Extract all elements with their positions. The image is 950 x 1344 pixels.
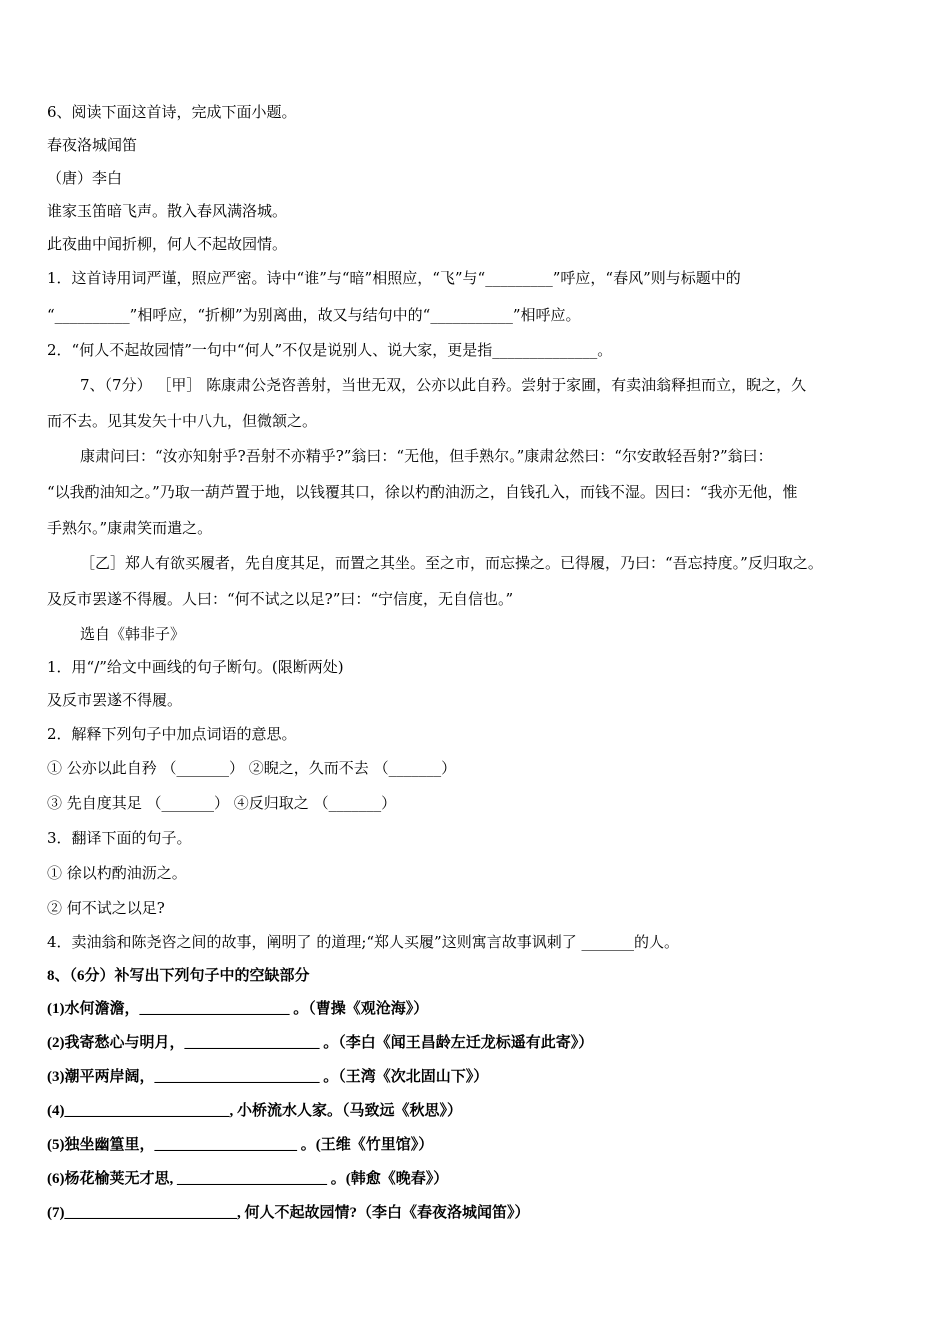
q7-sub3-item2: ② 何不试之以足? [47, 899, 165, 917]
q8-heading: 8、（6分）补写出下列句子中的空缺部分 [47, 968, 310, 984]
q8-item-6: (6)杨花榆荚无才思, ____________________ 。(韩愈《晚春》） [47, 1171, 449, 1187]
q8-item-3: (3)潮平两岸阔，______________________ 。（王湾《次北固山下》） [47, 1069, 489, 1085]
poem-title: 春夜洛城闻笛 [47, 136, 138, 154]
q7-sub4: 4．卖油翁和陈尧咨之间的故事，阐明了 的道理;“郑人买履”这则寓言故事讽刺了 _______的人。 [47, 933, 679, 951]
q7-para1-line1: 7、（7分） ［甲］ 陈康肃公尧咨善射，当世无双，公亦以此自矜。尝射于家圃，有卖油翁释担而立，睨之，久 [80, 376, 807, 394]
q6-heading: 6、阅读下面这首诗，完成下面小题。 [47, 103, 297, 121]
q8-item-4: (4)______________________, 小桥流水人家。（马致远《秋思》） [47, 1103, 462, 1119]
q7-sub3: 3．翻译下面的句子。 [47, 829, 192, 847]
q7-para1-line2: 而不去。见其发矢十中八九，但微颔之。 [47, 412, 318, 430]
q6-sub1-line2: “__________”相呼应，“折柳”为别离曲，故又与结句中的“___________”相呼应。 [47, 306, 581, 324]
q8-item-1: (1)水何澹澹，____________________ 。（曹操《观沧海》） [47, 1001, 429, 1017]
q8-item-5: (5)独坐幽篁里，___________________ 。(王维《竹里馆》） [47, 1137, 434, 1153]
poem-line-2: 此夜曲中闻折柳，何人不起故园情。 [47, 235, 288, 253]
q7-sub1: 1．用“/”给文中画线的句子断句。(限断两处) [47, 658, 344, 676]
q7-para2-line2: “以我酌油知之。”乃取一葫芦置于地，以钱覆其口，徐以杓酌油沥之，自钱孔入，而钱不湿。因曰：“我亦无他，惟 [47, 483, 798, 501]
q7-sub2-row2: ③ 先自度其足 （_______） ④反归取之 （_______） [47, 794, 397, 812]
q7-para3-line2: 及反市罢遂不得履。人曰：“何不试之以足?”曰：“宁信度，无自信也。” [47, 590, 514, 608]
q7-para2-line1: 康肃问曰：“汝亦知射乎?吾射不亦精乎?”翁曰：“无他，但手熟尔。”康肃忿然曰：“尔安敢轻吾射?”翁曰： [80, 447, 773, 465]
poem-author: （唐）李白 [47, 169, 123, 187]
q7-para2-line3: 手熟尔。”康肃笑而遣之。 [47, 519, 213, 537]
q8-item-7: (7)_______________________, 何人不起故园情?（李白《春夜洛城闻笛》） [47, 1205, 530, 1221]
poem-line-1: 谁家玉笛暗飞声。散入春风满洛城。 [47, 202, 288, 220]
q8-item-2: (2)我寄愁心与明月，__________________ 。（李白《闻王昌龄左迁龙标遥有此寄》） [47, 1035, 594, 1051]
q7-sub3-item1: ① 徐以杓酌油沥之。 [47, 864, 187, 882]
q7-sub2-row1: ① 公亦以此自矜 （_______） ②睨之，久而不去 （_______） [47, 759, 457, 777]
q7-sub2: 2．解释下列句子中加点词语的意思。 [47, 725, 297, 743]
q6-sub1-line1: 1．这首诗用词严谨，照应严密。诗中“谁”与“暗”相照应，“飞”与“_________”呼应，“春风”则与标题中的 [47, 269, 741, 287]
q6-sub2: 2．“何人不起故园情”一句中“何人”不仅是说别人、说大家，更是指______________。 [47, 341, 613, 359]
q7-para3-line1: ［乙］郑人有欲买履者，先自度其足，而置之其坐。至之市，而忘操之。已得履，乃曰：“吾忘持度。”反归取之。 [80, 554, 823, 572]
q7-sub1-sentence: 及反市罢遂不得履。 [47, 691, 183, 709]
q7-source: 选自《韩非子》 [80, 625, 186, 643]
